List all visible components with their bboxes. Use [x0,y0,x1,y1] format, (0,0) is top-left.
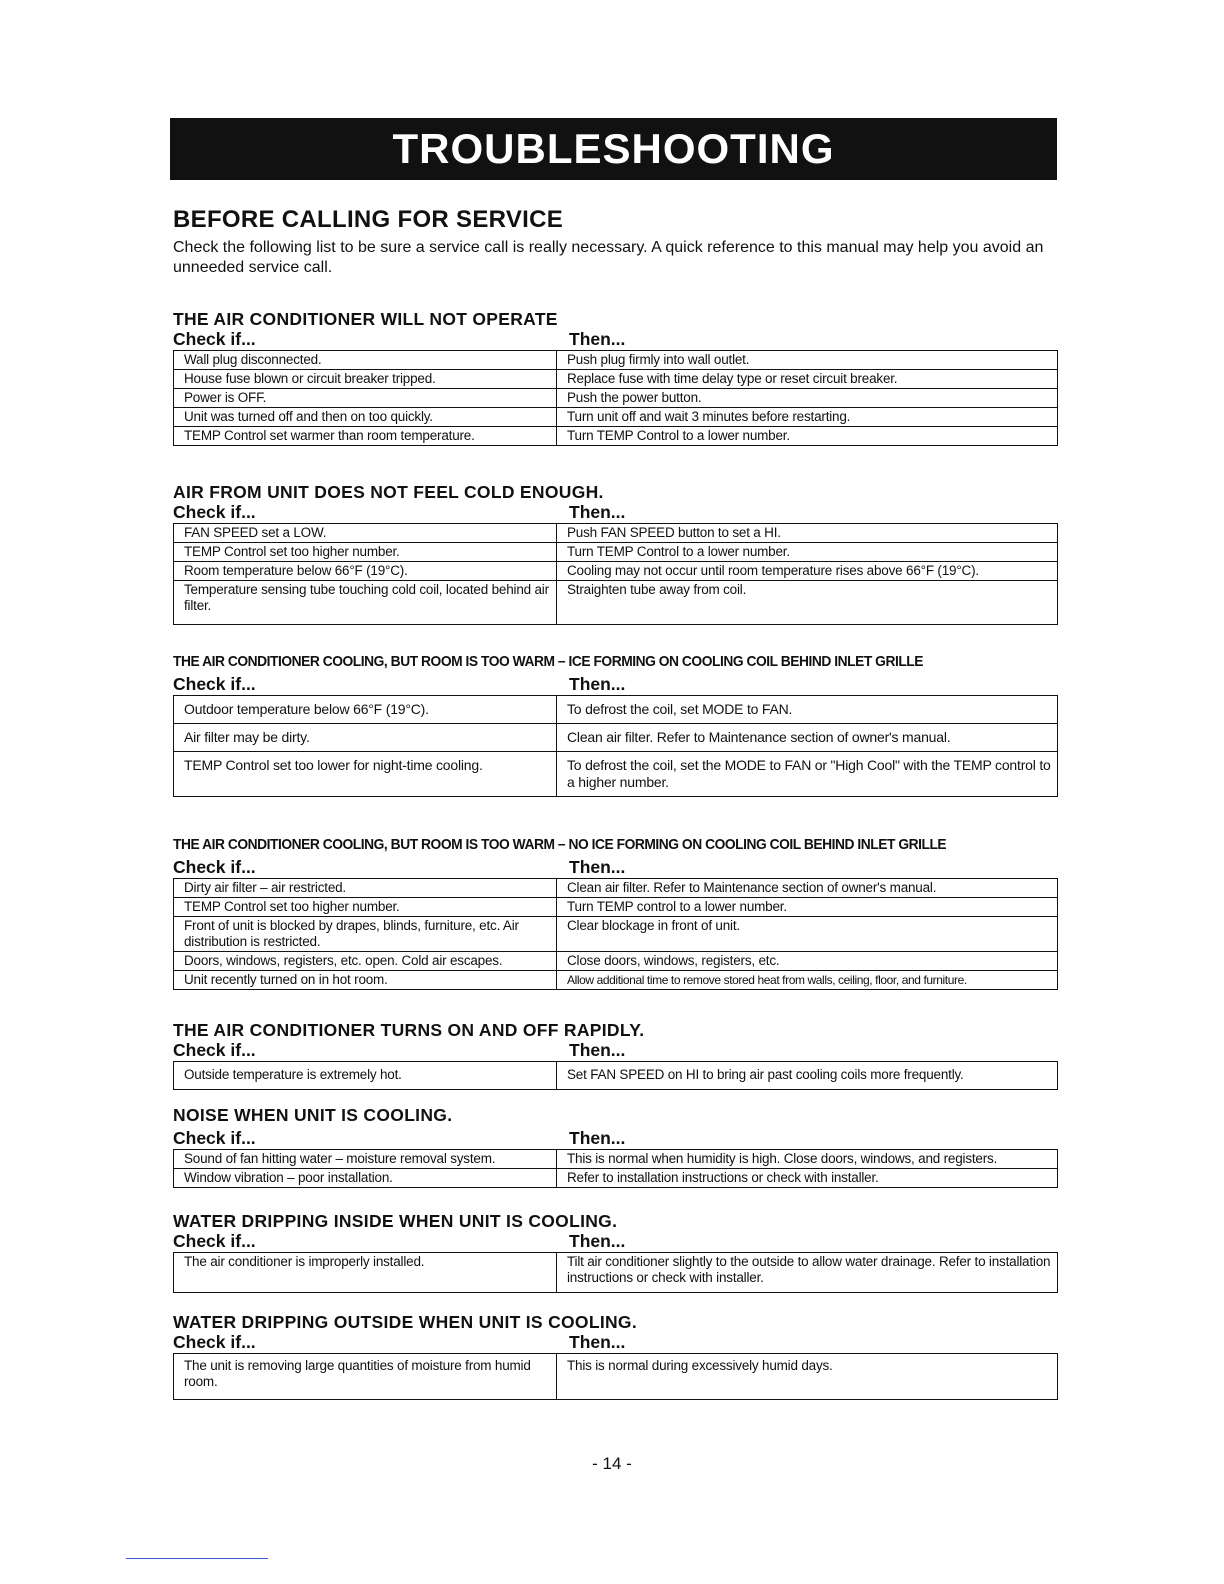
then-header: Then... [569,857,626,877]
table-row [174,1169,1058,1188]
then-cell: To defrost the coil, set MODE to FAN. [557,696,1058,724]
then-header: Then... [569,502,626,522]
column-headers [173,1040,1057,1060]
column-headers [173,1231,1057,1251]
check-if-header: Check if... [173,857,256,877]
table-row [174,1253,1058,1293]
table-row [174,389,1058,408]
then-cell: Turn TEMP control to a lower number. [557,898,1058,917]
then-cell: Allow additional time to remove stored heat from walls, ceiling, floor, and furniture. [557,971,1058,990]
table-row [174,351,1058,370]
check-cell: Air filter may be dirty. [174,724,557,752]
check-cell: Doors, windows, registers, etc. open. Cold air escapes. [174,952,557,971]
table-row [174,952,1058,971]
troubleshooting-table [173,350,1058,446]
table-row [174,1062,1058,1090]
footer-rule [126,1558,268,1559]
section-not-operate [173,309,1057,446]
column-headers [173,857,1057,877]
check-if-header: Check if... [173,1128,256,1148]
check-if-header: Check if... [173,674,256,694]
check-if-header: Check if... [173,1332,256,1352]
then-cell: Tilt air conditioner slightly to the outside to allow water drainage. Refer to installation instructions or check with installer. [557,1253,1058,1293]
page-number: - 14 - [592,1454,632,1473]
then-cell: Push the power button. [557,389,1058,408]
section-title: THE AIR CONDITIONER COOLING, BUT ROOM IS TOO WARM – ICE FORMING ON COOLING COIL BEHIND INLET GRILLE [173,653,924,670]
section-noise [173,1105,1057,1188]
table-row [174,696,1058,724]
table-row [174,543,1058,562]
check-cell: Temperature sensing tube touching cold coil, located behind air filter. [174,581,557,625]
troubleshooting-table [173,1061,1058,1090]
then-cell: Turn TEMP Control to a lower number. [557,427,1058,446]
section-title: THE AIR CONDITIONER WILL NOT OPERATE [173,309,558,329]
table-row [174,370,1058,389]
check-cell: Room temperature below 66°F (19°C). [174,562,557,581]
table-row [174,1354,1058,1400]
check-cell: TEMP Control set too higher number. [174,543,557,562]
check-cell: FAN SPEED set a LOW. [174,524,557,543]
then-cell: Set FAN SPEED on HI to bring air past cooling coils more frequently. [557,1062,1058,1090]
check-cell: Outside temperature is extremely hot. [174,1062,557,1090]
table-row [174,1150,1058,1169]
then-cell: Refer to installation instructions or check with installer. [557,1169,1058,1188]
intro-title: BEFORE CALLING FOR SERVICE [173,206,564,233]
then-cell: This is normal during excessively humid days. [557,1354,1058,1400]
table-row [174,879,1058,898]
then-cell: Turn unit off and wait 3 minutes before restarting. [557,408,1058,427]
then-cell: Turn TEMP Control to a lower number. [557,543,1058,562]
check-cell: Power is OFF. [174,389,557,408]
troubleshooting-table [173,878,1058,990]
column-headers [173,1128,1057,1148]
then-cell: Close doors, windows, registers, etc. [557,952,1058,971]
then-header: Then... [569,1332,626,1352]
table-row [174,562,1058,581]
check-cell: TEMP Control set warmer than room temperature. [174,427,557,446]
column-headers [173,329,1057,349]
then-cell: Straighten tube away from coil. [557,581,1058,625]
table-row [174,752,1058,797]
table-row [174,581,1058,625]
troubleshooting-table [173,695,1058,797]
table-row [174,971,1058,990]
then-cell: Clean air filter. Refer to Maintenance section of owner's manual. [557,879,1058,898]
column-headers [173,1332,1057,1352]
then-header: Then... [569,329,626,349]
check-if-header: Check if... [173,1040,256,1060]
intro-text: Check the following list to be sure a service call is really necessary. A quick reference to this manual may help you avoid an unneeded service call. [173,239,1044,276]
troubleshooting-table [173,1353,1058,1400]
section-on-off-rapidly [173,1020,1057,1090]
table-row [174,524,1058,543]
section-water-inside [173,1211,1057,1293]
section-title: WATER DRIPPING OUTSIDE WHEN UNIT IS COOLING. [173,1312,637,1332]
section-title: WATER DRIPPING INSIDE WHEN UNIT IS COOLING. [173,1211,618,1231]
section-no-ice-forming [173,835,1057,990]
section-title: THE AIR CONDITIONER COOLING, BUT ROOM IS TOO WARM – NO ICE FORMING ON COOLING COIL BEHIND INLET GRILLE [173,836,947,853]
then-header: Then... [569,1128,626,1148]
then-cell: Clear blockage in front of unit. [557,917,1058,952]
check-cell: Wall plug disconnected. [174,351,557,370]
check-cell: Window vibration – poor installation. [174,1169,557,1188]
then-cell: Push plug firmly into wall outlet. [557,351,1058,370]
section-water-outside [173,1312,1057,1400]
column-headers [173,674,1057,694]
check-cell: The air conditioner is improperly installed. [174,1253,557,1293]
then-cell: Replace fuse with time delay type or reset circuit breaker. [557,370,1058,389]
check-cell: TEMP Control set too higher number. [174,898,557,917]
check-cell: The unit is removing large quantities of moisture from humid room. [174,1354,557,1400]
section-not-cold-enough [173,482,1057,625]
check-cell: TEMP Control set too lower for night-time cooling. [174,752,557,797]
check-cell: Sound of fan hitting water – moisture removal system. [174,1150,557,1169]
section-ice-forming [173,652,1057,797]
then-header: Then... [569,1040,626,1060]
then-header: Then... [569,674,626,694]
then-cell: This is normal when humidity is high. Close doors, windows, and registers. [557,1150,1058,1169]
check-cell: House fuse blown or circuit breaker tripped. [174,370,557,389]
check-if-header: Check if... [173,502,256,522]
table-row [174,724,1058,752]
troubleshooting-table [173,523,1058,625]
then-cell: Clean air filter. Refer to Maintenance section of owner's manual. [557,724,1058,752]
table-row [174,898,1058,917]
table-row [174,917,1058,952]
then-cell: Cooling may not occur until room temperature rises above 66°F (19°C). [557,562,1058,581]
then-cell: Push FAN SPEED button to set a HI. [557,524,1058,543]
check-cell: Dirty air filter – air restricted. [174,879,557,898]
then-header: Then... [569,1231,626,1251]
check-if-header: Check if... [173,329,256,349]
check-cell: Unit was turned off and then on too quickly. [174,408,557,427]
check-cell: Outdoor temperature below 66°F (19°C). [174,696,557,724]
page-banner: TROUBLESHOOTING [170,118,1057,180]
table-row [174,427,1058,446]
troubleshooting-table [173,1252,1058,1293]
table-row [174,408,1058,427]
column-headers [173,502,1057,522]
check-cell: Unit recently turned on in hot room. [174,971,557,990]
check-if-header: Check if... [173,1231,256,1251]
section-title: THE AIR CONDITIONER TURNS ON AND OFF RAPIDLY. [173,1020,645,1040]
section-title: AIR FROM UNIT DOES NOT FEEL COLD ENOUGH. [173,482,604,502]
check-cell: Front of unit is blocked by drapes, blinds, furniture, etc. Air distribution is restricted. [174,917,557,952]
troubleshooting-table [173,1149,1058,1188]
then-cell: To defrost the coil, set the MODE to FAN or "High Cool" with the TEMP control to a higher number. [557,752,1058,797]
section-title: NOISE WHEN UNIT IS COOLING. [173,1105,453,1125]
